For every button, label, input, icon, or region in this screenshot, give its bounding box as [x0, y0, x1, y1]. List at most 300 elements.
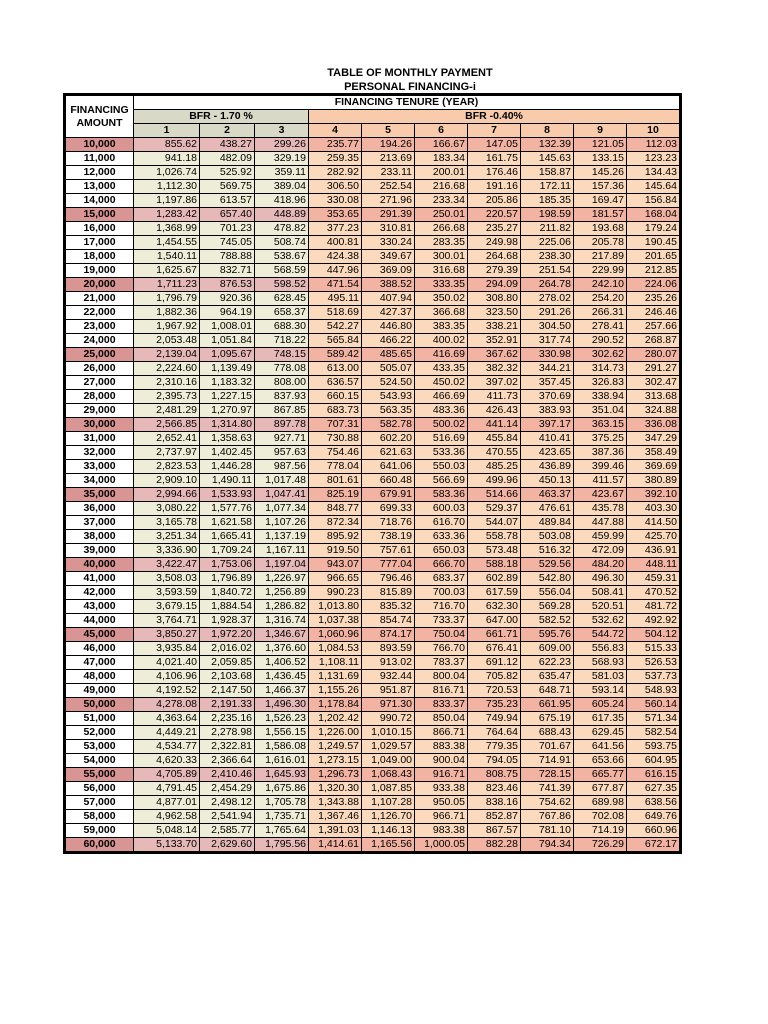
payment-cell: 427.37 — [362, 306, 415, 320]
bfr-group-2-header: BFR -0.40% — [309, 110, 680, 124]
payment-cell: 489.84 — [521, 516, 574, 530]
table-row — [66, 810, 680, 824]
financing-amount-cell: 16,000 — [66, 222, 134, 236]
table-row — [66, 264, 680, 278]
payment-cell: 205.78 — [574, 236, 627, 250]
table-row — [66, 320, 680, 334]
payment-cell: 621.63 — [362, 446, 415, 460]
payment-cell: 446.80 — [362, 320, 415, 334]
payment-cell: 369.69 — [627, 460, 680, 474]
payment-cell: 971.30 — [362, 698, 415, 712]
payment-cell: 418.96 — [255, 194, 309, 208]
payment-cell: 1,013.80 — [309, 600, 362, 614]
payment-cell: 224.06 — [627, 278, 680, 292]
payment-cell: 235.26 — [627, 292, 680, 306]
payment-cell: 450.13 — [521, 474, 574, 488]
payment-cell: 720.53 — [468, 684, 521, 698]
payment-cell: 459.31 — [627, 572, 680, 586]
payment-cell: 366.68 — [415, 306, 468, 320]
payment-cell: 676.41 — [468, 642, 521, 656]
year-header: 3 — [255, 124, 309, 138]
payment-cell: 1,446.28 — [200, 460, 255, 474]
payment-cell: 370.69 — [521, 390, 574, 404]
table-row — [66, 222, 680, 236]
payment-cell: 426.43 — [468, 404, 521, 418]
payment-cell: 913.02 — [362, 656, 415, 670]
financing-amount-cell: 17,000 — [66, 236, 134, 250]
payment-cell: 581.03 — [574, 670, 627, 684]
payment-cell: 1,008.01 — [200, 320, 255, 334]
payment-cell: 1,131.69 — [309, 670, 362, 684]
payment-cell: 279.39 — [468, 264, 521, 278]
payment-cell: 185.35 — [521, 194, 574, 208]
payment-cell: 1,882.36 — [134, 306, 200, 320]
year-header: 8 — [521, 124, 574, 138]
payment-cell: 217.89 — [574, 250, 627, 264]
financing-amount-cell: 28,000 — [66, 390, 134, 404]
financing-amount-cell: 12,000 — [66, 166, 134, 180]
payment-cell: 983.38 — [415, 824, 468, 838]
payment-cell: 616.15 — [627, 768, 680, 782]
financing-amount-cell: 33,000 — [66, 460, 134, 474]
payment-cell: 504.12 — [627, 628, 680, 642]
payment-cell: 2,395.73 — [134, 390, 200, 404]
payment-cell: 779.35 — [468, 740, 521, 754]
table-row — [66, 376, 680, 390]
payment-cell: 271.96 — [362, 194, 415, 208]
payment-cell: 1,533.93 — [200, 488, 255, 502]
table-row — [66, 292, 680, 306]
payment-cell: 278.02 — [521, 292, 574, 306]
table-row — [66, 208, 680, 222]
payment-cell: 672.17 — [627, 838, 680, 852]
payment-cell: 4,021.40 — [134, 656, 200, 670]
payment-cell: 1,047.41 — [255, 488, 309, 502]
payment-cell: 1,711.23 — [134, 278, 200, 292]
payment-cell: 701.67 — [521, 740, 574, 754]
payment-cell: 852.87 — [468, 810, 521, 824]
payment-cell: 757.61 — [362, 544, 415, 558]
financing-amount-cell: 56,000 — [66, 782, 134, 796]
payment-cell: 951.87 — [362, 684, 415, 698]
payment-cell: 932.44 — [362, 670, 415, 684]
payment-rows — [66, 138, 680, 852]
payment-cell: 691.12 — [468, 656, 521, 670]
payment-cell: 400.81 — [309, 236, 362, 250]
payment-cell: 854.74 — [362, 614, 415, 628]
payment-cell: 1,376.60 — [255, 642, 309, 656]
payment-cell: 815.89 — [362, 586, 415, 600]
payment-cell: 1,107.26 — [255, 516, 309, 530]
payment-cell: 990.72 — [362, 712, 415, 726]
payment-cell: 533.36 — [415, 446, 468, 460]
payment-cell: 132.39 — [521, 138, 574, 152]
payment-cell: 1,010.15 — [362, 726, 415, 740]
payment-cell: 1,202.42 — [309, 712, 362, 726]
payment-cell: 966.65 — [309, 572, 362, 586]
payment-cell: 249.98 — [468, 236, 521, 250]
payment-cell: 423.65 — [521, 446, 574, 460]
payment-cell: 718.22 — [255, 334, 309, 348]
payment-cell: 794.05 — [468, 754, 521, 768]
financing-amount-cell: 39,000 — [66, 544, 134, 558]
payment-cell: 542.27 — [309, 320, 362, 334]
table-row — [66, 642, 680, 656]
payment-cell: 410.41 — [521, 432, 574, 446]
payment-cell: 3,935.84 — [134, 642, 200, 656]
payment-cell: 220.57 — [468, 208, 521, 222]
payment-cell: 1,526.23 — [255, 712, 309, 726]
payment-cell: 1,621.58 — [200, 516, 255, 530]
payment-cell: 400.02 — [415, 334, 468, 348]
payment-cell: 1,197.86 — [134, 194, 200, 208]
financing-amount-cell: 20,000 — [66, 278, 134, 292]
payment-cell: 216.68 — [415, 180, 468, 194]
payment-cell: 1,972.20 — [200, 628, 255, 642]
payment-cell: 213.69 — [362, 152, 415, 166]
payment-cell: 569.75 — [200, 180, 255, 194]
payment-cell: 867.57 — [468, 824, 521, 838]
payment-cell: 733.37 — [415, 614, 468, 628]
payment-cell: 338.94 — [574, 390, 627, 404]
payment-cell: 133.15 — [574, 152, 627, 166]
payment-cell: 764.64 — [468, 726, 521, 740]
payment-cell: 957.63 — [255, 446, 309, 460]
payment-cell: 617.59 — [468, 586, 521, 600]
payment-cell: 1,296.73 — [309, 768, 362, 782]
payment-cell: 748.15 — [255, 348, 309, 362]
table-row — [66, 334, 680, 348]
payment-cell: 701.23 — [200, 222, 255, 236]
payment-cell: 397.17 — [521, 418, 574, 432]
payment-cell: 941.18 — [134, 152, 200, 166]
financing-amount-cell: 43,000 — [66, 600, 134, 614]
payment-cell: 1,577.76 — [200, 502, 255, 516]
payment-cell: 299.26 — [255, 138, 309, 152]
payment-cell: 183.34 — [415, 152, 468, 166]
financing-amount-cell: 57,000 — [66, 796, 134, 810]
payment-cell: 700.03 — [415, 586, 468, 600]
payment-cell: 529.56 — [521, 558, 574, 572]
table-row — [66, 138, 680, 152]
payment-cell: 677.87 — [574, 782, 627, 796]
payment-cell: 661.71 — [468, 628, 521, 642]
payment-cell: 543.93 — [362, 390, 415, 404]
payment-cell: 2,541.94 — [200, 810, 255, 824]
payment-cell: 300.01 — [415, 250, 468, 264]
payment-cell: 291.27 — [627, 362, 680, 376]
payment-cell: 1,765.64 — [255, 824, 309, 838]
payment-cell: 571.34 — [627, 712, 680, 726]
payment-cell: 1,753.06 — [200, 558, 255, 572]
payment-cell: 749.94 — [468, 712, 521, 726]
payment-cell: 2,016.02 — [200, 642, 255, 656]
payment-cell: 745.05 — [200, 236, 255, 250]
payment-cell: 800.04 — [415, 670, 468, 684]
financing-amount-cell: 51,000 — [66, 712, 134, 726]
payment-cell: 657.40 — [200, 208, 255, 222]
payment-cell: 629.45 — [574, 726, 627, 740]
payment-cell: 481.72 — [627, 600, 680, 614]
payment-cell: 492.92 — [627, 614, 680, 628]
payment-cell: 602.20 — [362, 432, 415, 446]
payment-cell: 1,256.89 — [255, 586, 309, 600]
table-row — [66, 194, 680, 208]
payment-cell: 538.67 — [255, 250, 309, 264]
payment-cell: 3,422.47 — [134, 558, 200, 572]
payment-cell: 1,178.84 — [309, 698, 362, 712]
payment-cell: 169.47 — [574, 194, 627, 208]
year-header: 9 — [574, 124, 627, 138]
payment-cell: 2,310.16 — [134, 376, 200, 390]
payment-cell: 233.11 — [362, 166, 415, 180]
payment-cell: 503.08 — [521, 530, 574, 544]
payment-cell: 648.71 — [521, 684, 574, 698]
payment-cell: 1,645.93 — [255, 768, 309, 782]
payment-cell: 1,037.38 — [309, 614, 362, 628]
payment-cell: 194.26 — [362, 138, 415, 152]
payment-cell: 411.57 — [574, 474, 627, 488]
payment-cell: 683.73 — [309, 404, 362, 418]
payment-cell: 484.20 — [574, 558, 627, 572]
payment-cell: 145.64 — [627, 180, 680, 194]
payment-cell: 933.38 — [415, 782, 468, 796]
payment-cell: 447.96 — [309, 264, 362, 278]
payment-cell: 3,336.90 — [134, 544, 200, 558]
payment-cell: 526.53 — [627, 656, 680, 670]
payment-cell: 383.93 — [521, 404, 574, 418]
payment-cell: 190.45 — [627, 236, 680, 250]
payment-cell: 485.65 — [362, 348, 415, 362]
payment-cell: 4,363.64 — [134, 712, 200, 726]
payment-cell: 147.05 — [468, 138, 521, 152]
payment-cell: 950.05 — [415, 796, 468, 810]
payment-cell: 1,705.78 — [255, 796, 309, 810]
payment-cell: 242.10 — [574, 278, 627, 292]
payment-cell: 920.36 — [200, 292, 255, 306]
payment-cell: 1,709.24 — [200, 544, 255, 558]
financing-amount-cell: 30,000 — [66, 418, 134, 432]
payment-cell: 866.71 — [415, 726, 468, 740]
financing-amount-cell: 21,000 — [66, 292, 134, 306]
payment-cell: 653.66 — [574, 754, 627, 768]
table-row — [66, 418, 680, 432]
payment-cell: 463.37 — [521, 488, 574, 502]
payment-cell: 919.50 — [309, 544, 362, 558]
payment-cell: 524.50 — [362, 376, 415, 390]
payment-cell: 158.87 — [521, 166, 574, 180]
table-row — [66, 656, 680, 670]
payment-cell: 583.36 — [415, 488, 468, 502]
payment-cell: 4,278.08 — [134, 698, 200, 712]
financing-amount-cell: 23,000 — [66, 320, 134, 334]
payment-cell: 1,454.55 — [134, 236, 200, 250]
payment-cell: 369.09 — [362, 264, 415, 278]
payment-cell: 1,286.82 — [255, 600, 309, 614]
payment-cell: 1,928.37 — [200, 614, 255, 628]
table-row — [66, 446, 680, 460]
payment-cell: 363.15 — [574, 418, 627, 432]
payment-cell: 330.98 — [521, 348, 574, 362]
financing-amount-cell: 48,000 — [66, 670, 134, 684]
payment-cell: 455.84 — [468, 432, 521, 446]
payment-cell: 801.61 — [309, 474, 362, 488]
payment-cell: 1,227.15 — [200, 390, 255, 404]
payment-cell: 4,705.89 — [134, 768, 200, 782]
payment-cell: 702.08 — [574, 810, 627, 824]
payment-cell: 1,316.74 — [255, 614, 309, 628]
financing-amount-cell: 35,000 — [66, 488, 134, 502]
financing-amount-cell: 52,000 — [66, 726, 134, 740]
payment-cell: 1,165.56 — [362, 838, 415, 852]
payment-cell: 500.02 — [415, 418, 468, 432]
table-row — [66, 530, 680, 544]
payment-cell: 1,226.97 — [255, 572, 309, 586]
payment-cell: 375.25 — [574, 432, 627, 446]
payment-cell: 1,320.30 — [309, 782, 362, 796]
payment-cell: 943.07 — [309, 558, 362, 572]
payment-cell: 433.35 — [415, 362, 468, 376]
payment-cell: 855.62 — [134, 138, 200, 152]
payment-cell: 411.73 — [468, 390, 521, 404]
table-row — [66, 614, 680, 628]
payment-cell: 2,278.98 — [200, 726, 255, 740]
payment-cell: 738.19 — [362, 530, 415, 544]
payment-cell: 638.56 — [627, 796, 680, 810]
payment-cell: 666.70 — [415, 558, 468, 572]
payment-cell: 2,147.50 — [200, 684, 255, 698]
payment-cell: 476.61 — [521, 502, 574, 516]
payment-cell: 2,322.81 — [200, 740, 255, 754]
payment-cell: 900.04 — [415, 754, 468, 768]
payment-cell: 4,877.01 — [134, 796, 200, 810]
payment-cell: 1,226.00 — [309, 726, 362, 740]
payment-cell: 508.41 — [574, 586, 627, 600]
financing-amount-cell: 40,000 — [66, 558, 134, 572]
payment-cell: 1,358.63 — [200, 432, 255, 446]
payment-cell: 897.78 — [255, 418, 309, 432]
table-row — [66, 390, 680, 404]
payment-cell: 808.00 — [255, 376, 309, 390]
payment-cell: 714.19 — [574, 824, 627, 838]
payment-cell: 816.71 — [415, 684, 468, 698]
payment-cell: 1,367.46 — [309, 810, 362, 824]
bfr-group-1-header: BFR - 1.70 % — [134, 110, 309, 124]
payment-cell: 548.93 — [627, 684, 680, 698]
table-row — [66, 152, 680, 166]
payment-cell: 229.99 — [574, 264, 627, 278]
payment-cell: 741.39 — [521, 782, 574, 796]
table-row — [66, 236, 680, 250]
payment-cell: 459.99 — [574, 530, 627, 544]
payment-cell: 1,112.30 — [134, 180, 200, 194]
payment-cell: 5,133.70 — [134, 838, 200, 852]
payment-cell: 588.18 — [468, 558, 521, 572]
payment-cell: 1,051.84 — [200, 334, 255, 348]
payment-cell: 679.91 — [362, 488, 415, 502]
table-row — [66, 502, 680, 516]
table-row — [66, 348, 680, 362]
table-row — [66, 250, 680, 264]
payment-cell: 2,454.29 — [200, 782, 255, 796]
payment-cell: 112.03 — [627, 138, 680, 152]
payment-cell: 1,060.96 — [309, 628, 362, 642]
financing-amount-cell: 58,000 — [66, 810, 134, 824]
payment-cell: 283.35 — [415, 236, 468, 250]
payment-cell: 233.34 — [415, 194, 468, 208]
payment-cell: 470.52 — [627, 586, 680, 600]
page-title: TABLE OF MONTHLY PAYMENT — [327, 67, 493, 79]
payment-cell: 777.04 — [362, 558, 415, 572]
payment-cell: 766.70 — [415, 642, 468, 656]
payment-cell: 350.02 — [415, 292, 468, 306]
payment-cell: 317.74 — [521, 334, 574, 348]
payment-cell: 595.76 — [521, 628, 574, 642]
payment-cell: 448.11 — [627, 558, 680, 572]
payment-cell: 916.71 — [415, 768, 468, 782]
payment-cell: 2,103.68 — [200, 670, 255, 684]
payment-cell: 633.36 — [415, 530, 468, 544]
financing-amount-cell: 59,000 — [66, 824, 134, 838]
payment-cell: 302.62 — [574, 348, 627, 362]
payment-cell: 1,368.99 — [134, 222, 200, 236]
payment-cell: 496.30 — [574, 572, 627, 586]
payment-cell: 987.56 — [255, 460, 309, 474]
payment-cell: 808.75 — [468, 768, 521, 782]
payment-cell: 1,029.57 — [362, 740, 415, 754]
table-row — [66, 768, 680, 782]
payment-cell: 593.75 — [627, 740, 680, 754]
payment-cell: 1,017.48 — [255, 474, 309, 488]
payment-cell: 1,735.71 — [255, 810, 309, 824]
payment-cell: 683.37 — [415, 572, 468, 586]
payment-cell: 3,508.03 — [134, 572, 200, 586]
payment-cell: 324.88 — [627, 404, 680, 418]
payment-cell: 176.46 — [468, 166, 521, 180]
year-header: 4 — [309, 124, 362, 138]
payment-cell: 2,498.12 — [200, 796, 255, 810]
payment-cell: 367.62 — [468, 348, 521, 362]
payment-cell: 211.82 — [521, 222, 574, 236]
monthly-payment-table — [65, 95, 680, 852]
table-row — [66, 684, 680, 698]
payment-cell: 605.24 — [574, 698, 627, 712]
payment-cell: 254.20 — [574, 292, 627, 306]
payment-cell: 560.14 — [627, 698, 680, 712]
payment-cell: 4,449.21 — [134, 726, 200, 740]
year-header: 5 — [362, 124, 415, 138]
payment-cell: 353.65 — [309, 208, 362, 222]
table-row — [66, 628, 680, 642]
payment-cell: 658.37 — [255, 306, 309, 320]
payment-cell: 191.16 — [468, 180, 521, 194]
payment-cell: 389.04 — [255, 180, 309, 194]
payment-cell: 2,191.33 — [200, 698, 255, 712]
payment-cell: 2,366.64 — [200, 754, 255, 768]
payment-cell: 516.69 — [415, 432, 468, 446]
payment-cell: 333.35 — [415, 278, 468, 292]
payment-cell: 330.24 — [362, 236, 415, 250]
payment-cell: 483.36 — [415, 404, 468, 418]
payment-cell: 329.19 — [255, 152, 309, 166]
payment-cell: 1,675.86 — [255, 782, 309, 796]
payment-cell: 661.95 — [521, 698, 574, 712]
payment-cell: 313.68 — [627, 390, 680, 404]
payment-cell: 2,823.53 — [134, 460, 200, 474]
financing-amount-cell: 13,000 — [66, 180, 134, 194]
table-row — [66, 306, 680, 320]
payment-cell: 660.15 — [309, 390, 362, 404]
